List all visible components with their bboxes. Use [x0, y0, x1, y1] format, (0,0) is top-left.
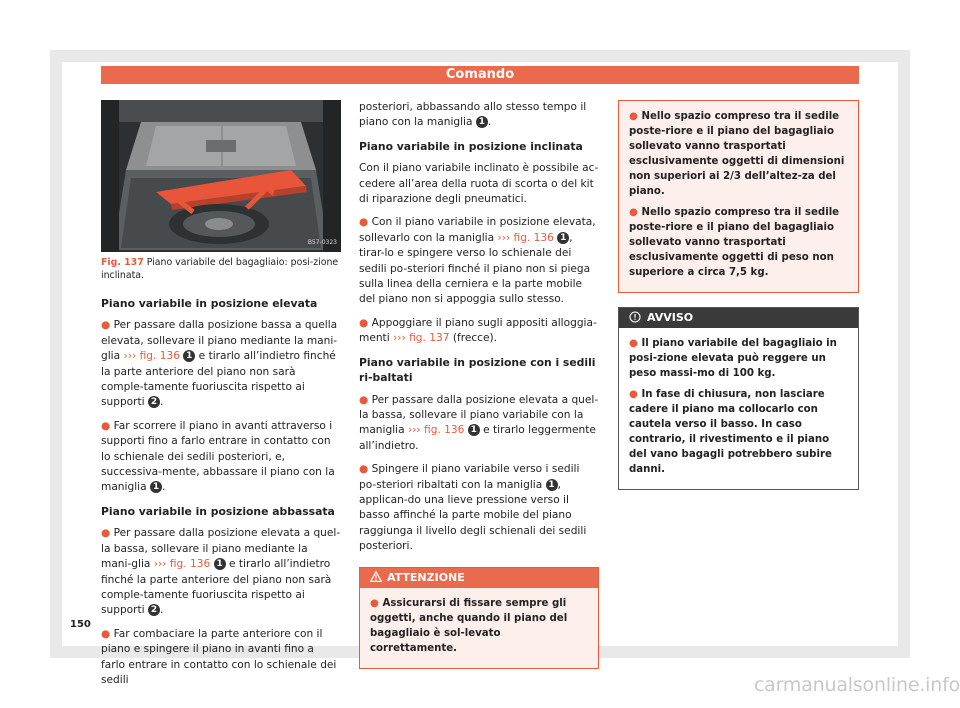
fig-136-link[interactable]: ››› fig. 136: [407, 424, 465, 437]
warning-triangle-icon: [370, 571, 382, 582]
paragraph: ● Per passare dalla posizione elevata a quel-la bassa, sollevare il piano mediante la mani-glia ››› fig. 136 1 e tirarlo all’indietro finché la parte anteriore del piano non sarà comple-tamente fuoriuscita rispetto ai supporti 2 .: [101, 527, 341, 617]
column-3: [618, 100, 859, 490]
avviso-text-1: Il piano variabile del bagagliaio in posi-zione elevata può reggere un peso massi-mo di 100 kg.: [629, 338, 837, 379]
bullet-icon: ●: [629, 207, 638, 218]
paragraph: ● Appoggiare il piano sugli appositi alloggia-menti ››› fig. 137 (frecce).: [359, 316, 597, 345]
figure-image-code: B57-0323: [307, 238, 337, 246]
paragraph: ● Per passare dalla posizione bassa a quella elevata, sollevare il piano mediante la mani-glia ››› fig. 136 1 e tirarlo all’indietro finché la parte anteriore del piano non sarà comple-tamente fuoriuscita rispetto ai supporti 2 .: [101, 319, 338, 409]
warning-text-2: Nello spazio compreso tra il sedile poste-riore e il piano del bagagliaio sollevato vanno trasportati esclusivamente oggetti di peso non superiore a circa 7,5 kg.: [629, 207, 840, 278]
callout-1: 1: [150, 481, 162, 493]
luggage-compartment-illustration: [101, 100, 341, 252]
bullet-icon: ●: [359, 216, 369, 229]
callout-1: 1: [557, 232, 569, 244]
warning-text-1: Nello spazio compreso tra il sedile poste-riore e il piano del bagagliaio sollevato vanno trasportati esclusivamente oggetti di dimensioni non superiori ai 2/3 dell’altez-za del piano.: [629, 111, 845, 197]
bullet-icon: ●: [101, 527, 111, 540]
callout-2: 2: [148, 604, 160, 616]
paragraph: ● Con il piano variabile in posizione elevata, sollevarlo con la maniglia ››› fig. 136 1 , tirar-lo e spingere verso lo schienale dei sedili po-steriori finché il piano non si piega sulla linea della cerniera e la parte mobile del piano non si appoggia sullo stesso.: [359, 216, 596, 306]
paragraph: Con il piano variabile inclinato è possibile ac-cedere all’area della ruota di scorta o del kit di riparazione degli pneumatici.: [359, 162, 599, 206]
section-header: Comando: [101, 66, 859, 84]
bullet-icon: ●: [101, 419, 111, 432]
callout-1: 1: [183, 350, 195, 362]
callout-1: 1: [476, 116, 488, 128]
figure-caption: [101, 257, 341, 282]
column-1: [101, 100, 341, 696]
fig-136-link[interactable]: ››› fig. 136: [497, 231, 554, 244]
attenzione-text: Assicurarsi di fissare sempre gli oggetti, anche quando il piano del bagagliaio è sol-levato correttamente.: [370, 597, 568, 654]
heading-abbassata: Piano variabile in posizione abbassata: [101, 504, 335, 518]
column-2: [359, 100, 599, 669]
bullet-icon: ●: [359, 463, 369, 476]
watermark: carmanualsonline.info: [753, 674, 960, 696]
bullet-icon: ●: [629, 338, 638, 349]
callout-1: 1: [214, 558, 226, 570]
bullet-icon: ●: [629, 389, 638, 400]
paragraph: ● Far scorrere il piano in avanti attraverso i supporti fino a farlo entrare in contatto con lo schienale dei sedili posteriori, e, successiva-mente, abbassare il piano con la maniglia 1 .: [101, 419, 335, 494]
paragraph: ● Far combaciare la parte anteriore con il piano e spingere il piano in avanti fino a farlo entrare in contatto con lo schienale dei sedili: [101, 627, 337, 686]
figure-label: Fig. 137: [101, 257, 144, 268]
paragraph: ● Per passare dalla posizione elevata a quel-la bassa, sollevare il piano variabile con la maniglia ››› fig. 136 1 e tirarlo leggermente all’indietro.: [359, 393, 599, 452]
avviso-title: AVVISO: [647, 311, 694, 324]
paragraph: ● Spingere il piano variabile verso i sedili po-steriori ribaltati con la maniglia 1 , applican-do una lieve pressione verso il basso affinché la parte mobile del piano raggiunga il livello degli schienali dei sedili posteriori.: [359, 463, 587, 553]
avviso-box: [618, 307, 859, 490]
bullet-icon: ●: [359, 393, 369, 406]
heading-inclinata: Piano variabile in posizione inclinata: [359, 139, 583, 153]
attenzione-box: [359, 567, 599, 669]
fig-136-link[interactable]: ››› fig. 136: [153, 558, 211, 571]
avviso-header: [619, 308, 858, 328]
callout-1: 1: [546, 479, 558, 491]
callout-1: 1: [468, 424, 480, 436]
warning-continuation-box: [618, 100, 859, 293]
bullet-icon: ●: [101, 627, 111, 640]
paragraph: posteriori, abbassando allo stesso tempo il piano con la maniglia 1 .: [359, 101, 587, 129]
fig-136-link[interactable]: ››› fig. 136: [123, 350, 180, 363]
fig-137-link[interactable]: ››› fig. 137: [393, 332, 450, 345]
avviso-text-2: In fase di chiusura, non lasciare cadere il piano ma collocarlo con cautela verso il basso. In caso contrario, il rivestimento e il piano del vano bagagli potrebbero subire danni.: [629, 389, 832, 475]
attenzione-title: ATTENZIONE: [387, 570, 465, 584]
figure-137: [101, 100, 341, 252]
bullet-icon: ●: [359, 316, 369, 329]
bullet-icon: ●: [370, 597, 379, 609]
figure-caption-text: Piano variabile del bagagliaio: posi-zione inclinata.: [101, 257, 339, 281]
info-circle-icon: [629, 311, 641, 323]
bullet-icon: ●: [629, 111, 638, 122]
heading-ribaltati: Piano variabile in posizione con i sedili ri-baltati: [359, 355, 596, 385]
attenzione-header: [360, 568, 598, 588]
heading-elevata: Piano variabile in posizione elevata: [101, 297, 318, 310]
page-number: 150: [70, 619, 91, 630]
bullet-icon: ●: [101, 319, 111, 332]
callout-2: 2: [148, 396, 160, 408]
